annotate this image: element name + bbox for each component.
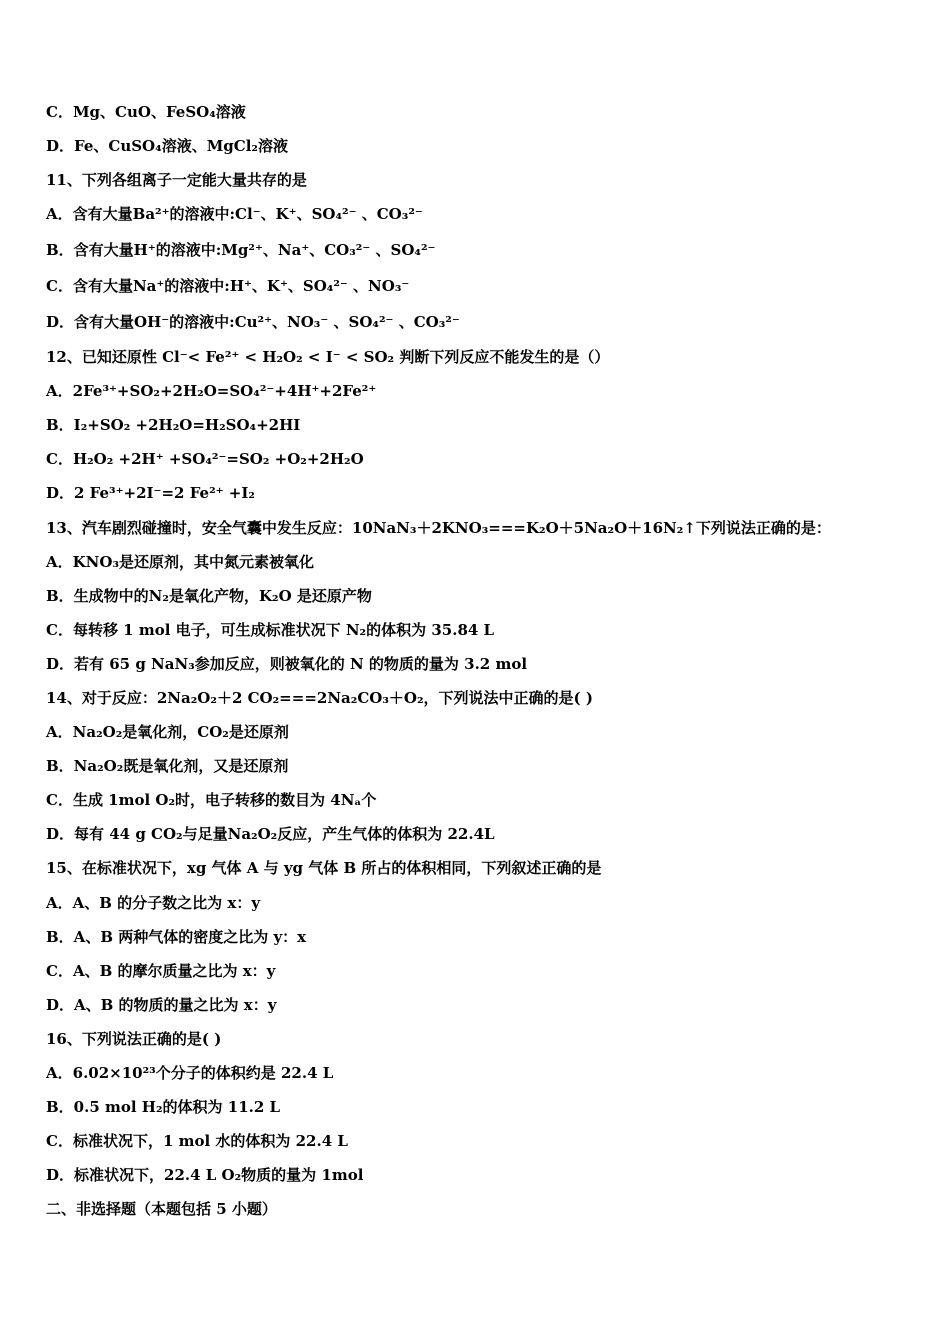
option-a-q12: A．2Fe³⁺+SO₂+2H₂O=SO₄²⁻+4H⁺+2Fe²⁺ (46, 382, 377, 400)
option-c-q11: C．含有大量Na⁺的溶液中:H⁺、K⁺、SO₄²⁻ 、NO₃⁻ (46, 277, 410, 295)
question-15: 15、在标准状况下，xg 气体 A 与 yg 气体 B 所占的体积相同，下列叙述正确的是 (46, 859, 602, 877)
option-c-q13: C．每转移 1 mol 电子，可生成标准状况下 N₂的体积为 35.84 L (46, 621, 495, 639)
option-d-q13: D．若有 65 g NaN₃参加反应，则被氧化的 N 的物质的量为 3.2 mol (46, 655, 528, 673)
option-c-q15: C．A、B 的摩尔质量之比为 x：y (46, 962, 276, 980)
option-d-q15: D．A、B 的物质的量之比为 x：y (46, 996, 277, 1014)
question-16: 16、下列说法正确的是( ) (46, 1030, 222, 1048)
question-12: 12、已知还原性 Cl⁻< Fe²⁺ < H₂O₂ < I⁻ < SO₂ 判断下列反应不能发生的是（） (46, 348, 610, 366)
option-c-q12: C．H₂O₂ +2H⁺ +SO₄²⁻=SO₂ +O₂+2H₂O (46, 450, 364, 468)
option-a-q11: A．含有大量Ba²⁺的溶液中:Cl⁻、K⁺、SO₄²⁻ 、CO₃²⁻ (46, 205, 423, 223)
option-b-q11: B．含有大量H⁺的溶液中:Mg²⁺、Na⁺、CO₃²⁻ 、SO₄²⁻ (46, 241, 436, 259)
question-14: 14、对于反应：2Na₂O₂＋2 CO₂===2Na₂CO₃＋O₂，下列说法中正确的是( ) (46, 689, 593, 707)
option-d-q14: D．每有 44 g CO₂与足量Na₂O₂反应，产生气体的体积为 22.4L (46, 825, 495, 843)
question-13: 13、汽车剧烈碰撞时，安全气囊中发生反应：10NaN₃＋2KNO₃===K₂O＋5Na₂O＋16N₂↑下列说法正确的是： (46, 519, 831, 537)
option-c-q14: C．生成 1mol O₂时，电子转移的数目为 4Nₐ个 (46, 791, 377, 809)
option-d-q11: D．含有大量OH⁻的溶液中:Cu²⁺、NO₃⁻ 、SO₄²⁻ 、CO₃²⁻ (46, 313, 460, 331)
option-b-q16: B．0.5 mol H₂的体积为 11.2 L (46, 1098, 281, 1116)
section-heading: 二、非选择题（本题包括 5 小题） (46, 1200, 277, 1218)
option-d-q12: D．2 Fe³⁺+2I⁻=2 Fe²⁺ +I₂ (46, 484, 255, 502)
option-b-q13: B．生成物中的N₂是氧化产物，K₂O 是还原产物 (46, 587, 372, 605)
option-d-q16: D．标准状况下，22.4 L O₂物质的量为 1mol (46, 1166, 364, 1184)
question-11: 11、下列各组离子一定能大量共存的是 (46, 171, 307, 189)
option-d-q10: D．Fe、CuSO₄溶液、MgCl₂溶液 (46, 137, 288, 155)
option-c-q16: C．标准状况下，1 mol 水的体积为 22.4 L (46, 1132, 348, 1150)
option-b-q12: B．I₂+SO₂ +2H₂O=H₂SO₄+2HI (46, 416, 301, 434)
option-b-q15: B．A、B 两种气体的密度之比为 y：x (46, 928, 307, 946)
option-a-q15: A．A、B 的分子数之比为 x：y (46, 894, 261, 912)
option-a-q13: A．KNO₃是还原剂，其中氮元素被氧化 (46, 553, 315, 571)
option-c-q10: C．Mg、CuO、FeSO₄溶液 (46, 103, 246, 121)
option-a-q16: A．6.02×10²³个分子的体积约是 22.4 L (46, 1064, 334, 1082)
option-b-q14: B．Na₂O₂既是氧化剂，又是还原剂 (46, 757, 289, 775)
option-a-q14: A．Na₂O₂是氧化剂，CO₂是还原剂 (46, 723, 289, 741)
